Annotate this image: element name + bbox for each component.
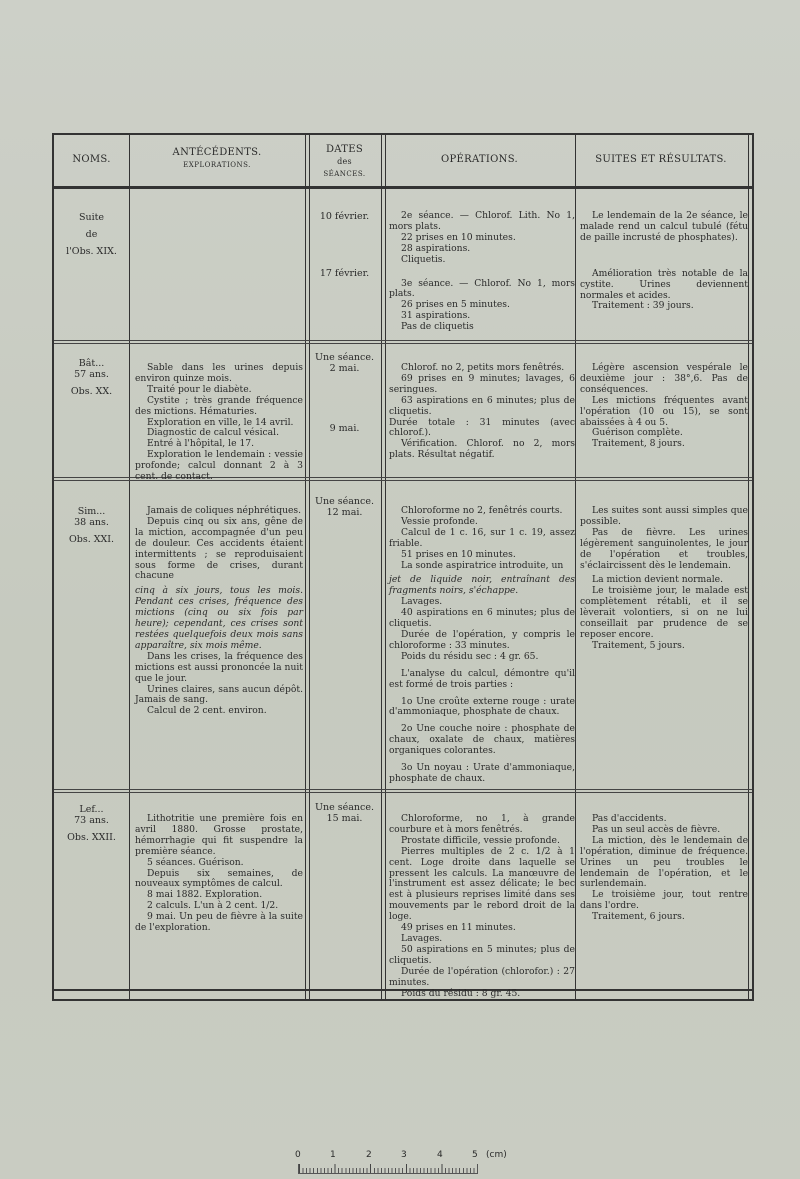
session-date: Une séance. 15 mai.: [314, 802, 374, 824]
observation-table: [52, 133, 754, 1001]
scale-label: 3: [401, 1150, 407, 1160]
operations-cell: 2e séance. — Chlorof. Lith. No 1, mors plats. 22 prises en 10 minutes. 28 aspirations. Cliquetis. 3e séance. — Chlorof. No 1, mors plats. 26 prises en 5 minutes. 31 aspirations. Pas de cliquetis: [389, 210, 575, 333]
session-date: 9 mai.: [329, 423, 360, 434]
scale-bar: [298, 1164, 478, 1174]
header-operations: OPÉRATIONS.: [441, 154, 518, 165]
scale-label: 1: [330, 1150, 336, 1160]
results-cell: Pas d'accidents. Pas un seul accès de fièvre. La miction, dès le lendemain de l'opération, diminue de fréquence. Urines un peu troubles le lendemain de l'opération, et le surlendemain. Le troisième jour, tout rentre dans l'ordre. Traitement, 6 jours.: [580, 813, 748, 923]
operations-cell: Chloroforme, no 1, à grande courbure et à mors fenêtrés. Prostate difficile, vessie profonde. Pierres multiples de 2 c. 1/2 à 1 cent. Loge droite dans laquelle se pressent les calculs. La manœuvre de l'instrument est assez délicate; le bec est à plusieurs reprises limité dans ses mouvements par le rebord droit de la loge. 49 prises en 11 minutes. Lavages. 50 aspirations en 5 minutes; plus de cliquetis. Durée de l'opération (chlorofor.) : 27 minutes. Poids du résidu : 8 gr. 45.: [389, 813, 575, 999]
column-rule: [381, 135, 382, 1001]
header-suites: SUITES ET RÉSULTATS.: [595, 154, 727, 165]
row-name: Sim... 38 ans. Obs. XXI.: [68, 506, 115, 545]
session-date: 10 février.: [319, 211, 370, 222]
row-name: Lef... 73 ans. Obs. XXII.: [67, 804, 116, 843]
antecedents-cell: Jamais de coliques néphrétiques. Depuis cinq ou six ans, gêne de la miction, accompagnée d'un peu de douleur. Ces accidents étaient intermittents ; se reproduisaient sous forme de crises, durant chacune cinq à six jours, tous les mois. Pendant ces crises, fréquence des mictions (cinq ou six fois par heure); cependant, ces crises sont restées quelquefois deux mois sans apparaître, six mois même. Dans les crises, la fréquence des mictions est aussi prononcée la nuit que le jour. Urines claires, sans aucun dépôt. Jamais de sang. Calcul de 2 cent. environ.: [135, 505, 303, 717]
operations-cell: Chlorof. no 2, petits mors fenêtrés. 69 prises en 9 minutes; lavages, 6 seringues. 63 aspirations en 6 minutes; plus de cliquetis. Durée totale : 31 minutes (avec chlorof.). Vérification. Chlorof. no 2, mors plats. Résultat négatif.: [389, 362, 575, 461]
session-date: 17 février.: [319, 268, 370, 279]
row-name: Suite de l'Obs. XIX.: [66, 212, 117, 257]
results-cell: Le lendemain de la 2e séance, le malade rend un calcul tubulé (fétu de paille incrusté de phosphates). Amélioration très notable de la cystite. Urines deviennent normales et acides. Traitement : 39 jours.: [580, 210, 748, 312]
centimeter-scale: [295, 1150, 507, 1176]
header-rule: [54, 186, 752, 189]
column-rule: [129, 135, 130, 1001]
scale-label: 5: [472, 1150, 478, 1160]
operations-cell: Chloroforme no 2, fenêtrés courts. Vessie profonde. Calcul de 1 c. 16, sur 1 c. 19, assez friable. 51 prises en 10 minutes. La sonde aspiratrice introduite, un jet de liquide noir, entraînant des fragments noirs, s'échappe. Lavages. 40 aspirations en 6 minutes; plus de cliquetis. Durée de l'opération, y compris le chloroforme : 33 minutes. Poids du résidu sec : 4 gr. 65. L'analyse du calcul, démontre qu'il est formé de trois parties : 1o Une croûte externe rouge : urate d'ammoniaque, phosphate de chaux. 2o Une couche noire : phosphate de chaux, oxalate de chaux, matières organiques colorantes. 3o Un noyau : Urate d'ammoniaque, phosphate de chaux.: [389, 505, 575, 784]
results-cell: Les suites sont aussi simples que possible. Pas de fièvre. Les urines légèrement sanguinolentes, le jour de l'opération et troubles, s'éclaircissent dès le lendemain. La miction devient normale. Le troisième jour, le malade est complètement rétabli, et il se lèverait volontiers, si on ne lui conseillait par prudence de se reposer encore. Traitement, 5 jours.: [580, 505, 748, 651]
scale-label: 0: [295, 1150, 301, 1160]
header-dates: DATES des SÉANCES.: [323, 144, 366, 178]
scale-label: 4: [437, 1150, 443, 1160]
antecedents-cell: Sable dans les urines depuis environ quinze mois. Traité pour le diabète. Cystite ; très grande fréquence des mictions. Hématuries. Exploration en ville, le 14 avril. Diagnostic de calcul vésical. Entré à l'hôpital, le 17. Exploration le lendemain : vessie profonde; calcul donnant 2 à 3 cent. de contact.: [135, 362, 303, 483]
results-cell: Légère ascension vespérale le deuxième jour : 38°,6. Pas de conséquences. Les mictions fréquentes avant l'opération (10 ou 15), se sont abaissées à 4 ou 5. Guérison complète. Traitement, 8 jours.: [580, 362, 748, 450]
session-date: Une séance. 12 mai.: [314, 496, 374, 518]
row-divider: [54, 789, 752, 790]
antecedents-cell: Lithotritie une première fois en avril 1880. Grosse prostate, hémorrhagie qui fit suspendre la première séance. 5 séances. Guérison. Depuis six semaines, de nouveaux symptômes de calcul. 8 mai 1882. Exploration. 2 calculs. L'un à 2 cent. 1/2. 9 mai. Un peu de fièvre à la suite de l'exploration.: [135, 813, 303, 934]
column-rule: [575, 135, 576, 1001]
column-rule: [305, 135, 306, 1001]
session-date: Une séance. 2 mai.: [314, 352, 374, 374]
row-name: Bât... 57 ans. Obs. XX.: [70, 358, 113, 397]
scale-label: 2: [366, 1150, 372, 1160]
header-noms: NOMS.: [72, 154, 111, 165]
row-divider: [54, 340, 752, 341]
header-antecedents: ANTÉCÉDENTS. EXPLORATIONS.: [172, 147, 262, 169]
scale-unit: (cm): [486, 1150, 507, 1160]
